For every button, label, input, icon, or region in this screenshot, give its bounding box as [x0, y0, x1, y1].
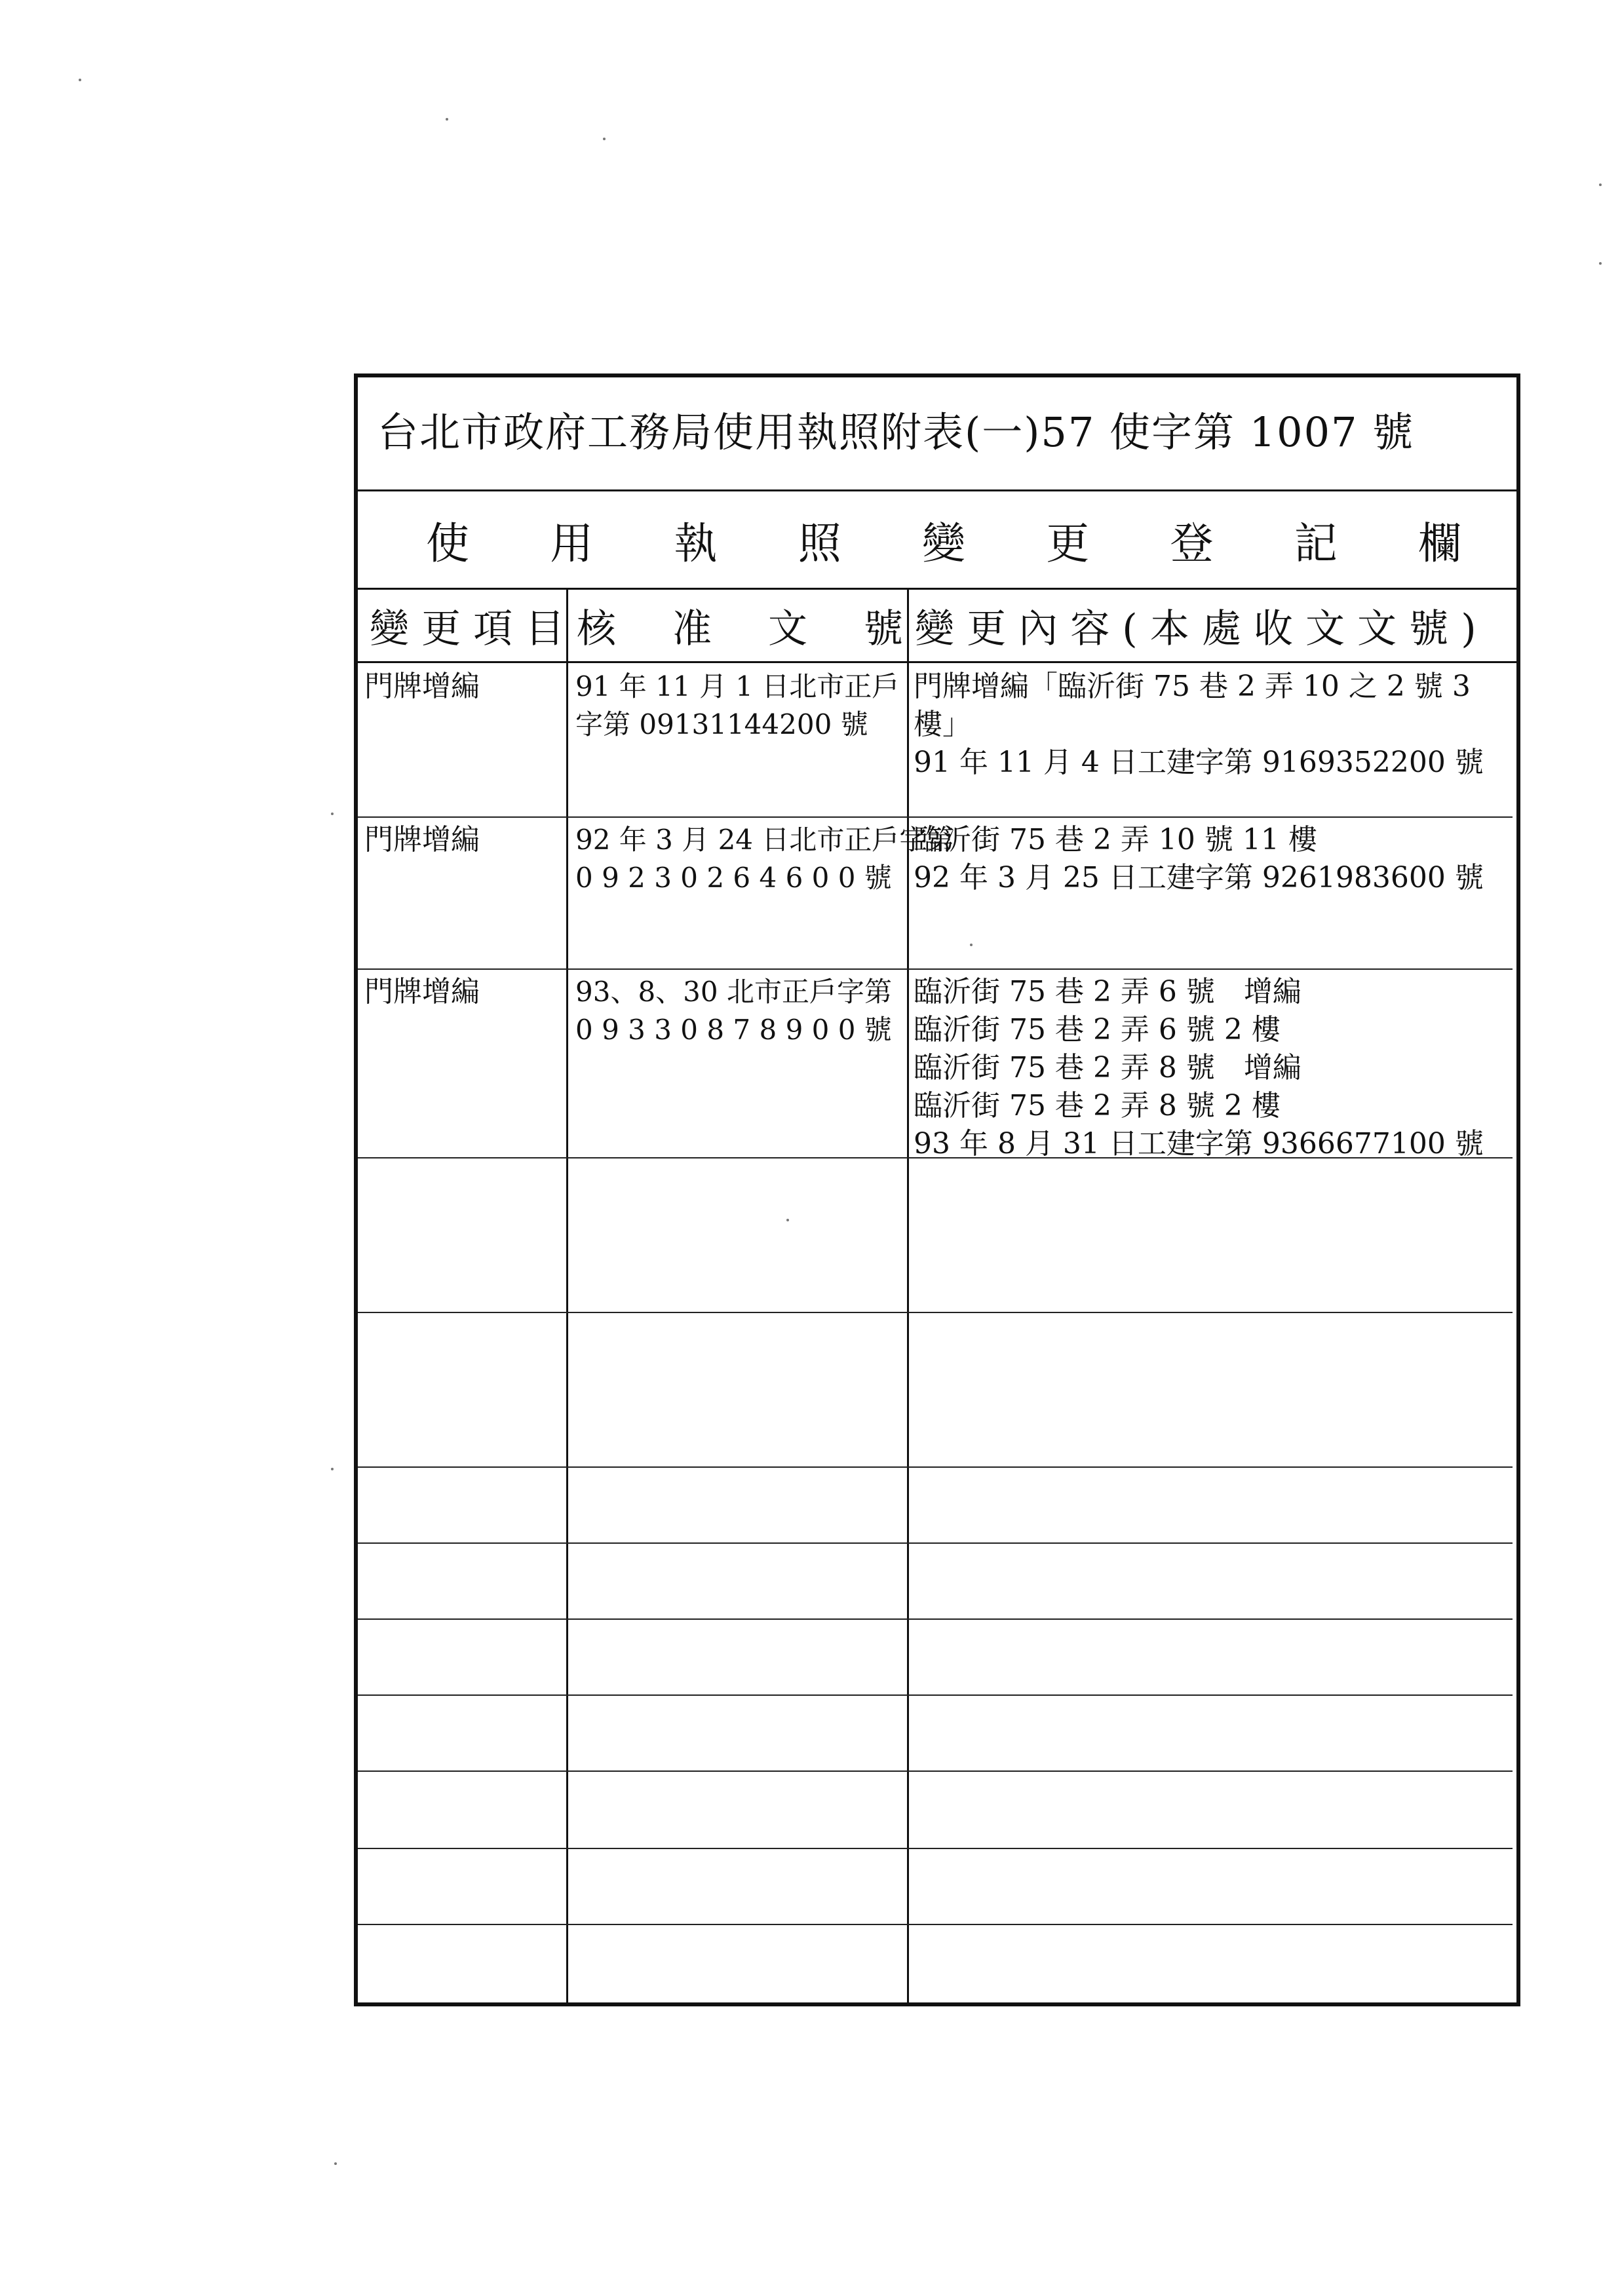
scan-speck	[331, 1468, 334, 1470]
column-header-approval-char: 號	[864, 605, 903, 652]
heading-char: 使	[426, 518, 469, 569]
entry-change-line: 93 年 8 月 31 日工建字第 9366677100 號	[914, 1127, 1484, 1160]
entry-item: 門牌增編	[364, 975, 480, 1008]
entry-change-line: 臨沂街 75 巷 2 弄 10 號 11 樓	[914, 823, 1317, 856]
heading-char: 更	[1046, 518, 1090, 569]
form-title: 台北市政府工務局使用執照附表(一)57 使字第 1007 號	[354, 373, 1520, 491]
row-divider	[358, 1542, 1513, 1544]
scan-speck	[79, 79, 81, 81]
row-divider	[358, 1466, 1513, 1468]
column-header-approval-char: 核	[577, 605, 616, 652]
scan-speck	[1599, 183, 1602, 186]
entry-approval-line: 0 9 3 3 0 8 7 8 9 0 0 號	[575, 1014, 892, 1046]
row-divider	[358, 1694, 1513, 1696]
row-divider	[358, 1848, 1513, 1849]
heading-char: 登	[1170, 518, 1214, 569]
row-divider	[358, 1924, 1513, 1925]
heading-char: 執	[674, 518, 718, 569]
column-divider	[907, 590, 909, 2002]
column-divider	[566, 590, 568, 2002]
row-divider	[358, 1312, 1513, 1313]
heading-char: 欄	[1418, 518, 1461, 569]
row-divider	[358, 968, 1513, 970]
entry-item: 門牌增編	[364, 670, 480, 703]
column-header-item	[358, 590, 568, 663]
entry-approval-line: 91 年 11 月 1 日北市正戶	[575, 670, 900, 702]
heading-char: 照	[798, 518, 841, 569]
column-header-item-label: 變 更 項 目	[370, 605, 565, 652]
section-heading	[354, 491, 1520, 590]
row-divider	[358, 1618, 1513, 1620]
heading-char: 記	[1294, 518, 1338, 569]
entry-item: 門牌增編	[364, 823, 480, 856]
scan-speck	[446, 118, 448, 121]
scan-speck	[603, 138, 606, 140]
row-divider	[358, 1770, 1513, 1772]
entry-approval-line: 字第 09131144200 號	[575, 708, 868, 740]
entry-approval-line: 93、8、30 北市正戶字第	[575, 976, 892, 1008]
entry-change-line: 樓」	[914, 708, 971, 741]
column-header-change	[908, 590, 1516, 663]
heading-char: 變	[922, 518, 965, 569]
column-header-approval	[568, 590, 908, 663]
column-header-approval-char: 文	[768, 605, 807, 652]
scan-speck	[1599, 262, 1602, 265]
entry-change-line: 臨沂街 75 巷 2 弄 6 號 2 樓	[914, 1013, 1281, 1046]
entry-change-line: 92 年 3 月 25 日工建字第 9261983600 號	[914, 861, 1484, 894]
column-header-approval-char: 准	[672, 605, 712, 652]
entry-approval-line: 92 年 3 月 24 日北市正戶字第	[575, 824, 955, 856]
entry-change-line: 91 年 11 月 4 日工建字第 9169352200 號	[914, 746, 1484, 779]
row-divider	[358, 816, 1513, 818]
entry-change-line: 臨沂街 75 巷 2 弄 6 號 增編	[914, 975, 1302, 1008]
entry-change-line: 臨沂街 75 巷 2 弄 8 號 2 樓	[914, 1089, 1281, 1122]
entry-change-line: 臨沂街 75 巷 2 弄 8 號 增編	[914, 1051, 1302, 1084]
scan-speck	[331, 813, 334, 815]
entry-change-line: 門牌增編「臨沂街 75 巷 2 弄 10 之 2 號 3	[914, 670, 1471, 703]
heading-char: 用	[550, 518, 594, 569]
column-header-change-label: 變 更 內 容 ( 本 處 收 文 文 號 )	[915, 605, 1476, 652]
entry-approval-line: 0 9 2 3 0 2 6 4 6 0 0 號	[575, 862, 892, 894]
scan-speck	[334, 2162, 337, 2165]
